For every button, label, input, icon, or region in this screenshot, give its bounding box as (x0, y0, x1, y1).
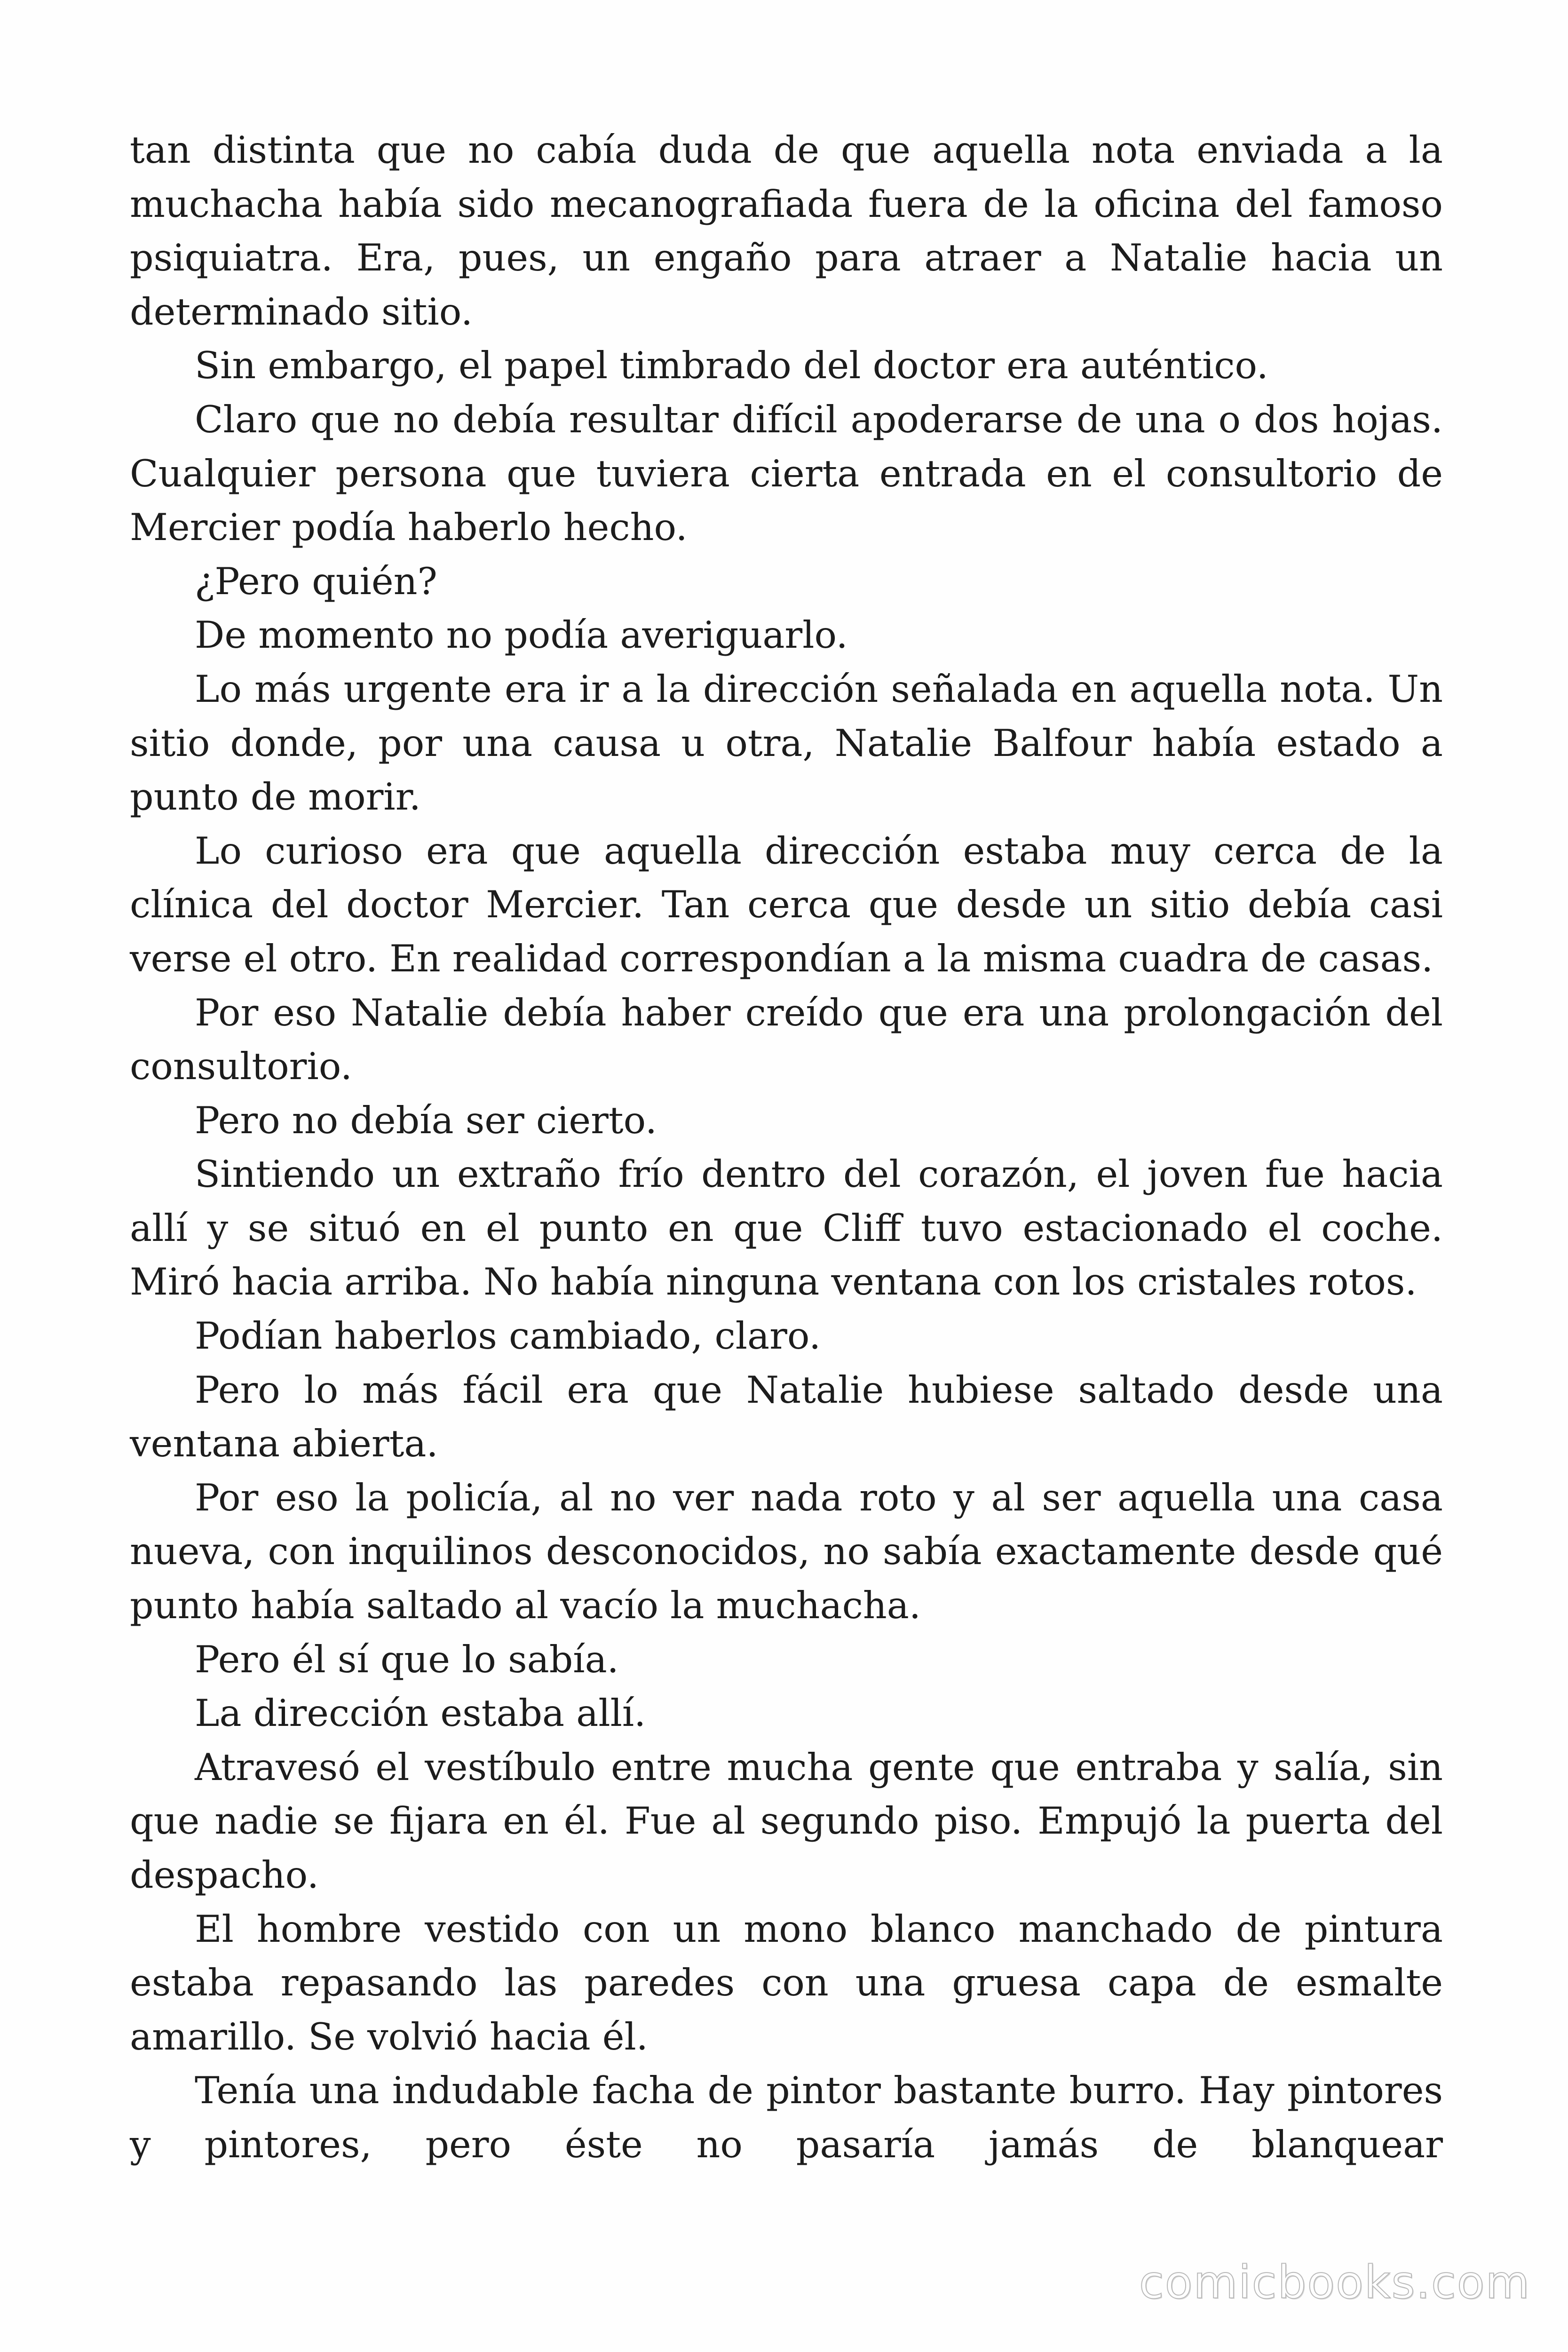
paragraph-continued: tan distinta que no cabía duda de que aquella nota enviada a la muchacha había sido mecanografiada fuera de la oficina del famoso psiquiatra. Era, pues, un engaño para atraer a Natalie hacia un determinado sitio. (130, 128, 1443, 334)
paragraph-continues: Tenía una indudable facha de pintor bastante burro. Hay pintores y pintores, pero éste no pasaría jamás de blanquear (130, 2069, 1443, 2166)
paragraph: Pero lo más fácil era que Natalie hubiese saltado desde una ventana abierta. (130, 1368, 1443, 1466)
watermark: comicbooks.com (1139, 2256, 1530, 2309)
paragraph: Atravesó el vestíbulo entre mucha gente que entraba y salía, sin que nadie se fijara en él. Fue al segundo piso. Empujó la puerta del despacho. (130, 1745, 1443, 1897)
paragraph: Claro que no debía resultar difícil apoderarse de una o dos hojas. Cualquier persona que tuviera cierta entrada en el consultorio de Mercier podía haberlo hecho. (130, 397, 1443, 549)
paragraph: De momento no podía averiguarlo. (195, 613, 848, 657)
paragraph: Por eso la policía, al no ver nada roto y al ser aquella una casa nueva, con inquilinos desconocidos, no sabía exactamente desde qué punto había saltado al vacío la muchacha. (130, 1476, 1443, 1628)
paragraph: El hombre vestido con un mono blanco manchado de pintura estaba repasando las paredes con una gruesa capa de esmalte amarillo. Se volvió hacia él. (130, 1907, 1443, 2058)
paragraph: Lo más urgente era ir a la dirección señalada en aquella nota. Un sitio donde, por una causa u otra, Natalie Balfour había estado a punto de morir. (130, 667, 1443, 819)
paragraph: ¿Pero quién? (195, 559, 437, 603)
paragraph: Lo curioso era que aquella dirección estaba muy cerca de la clínica del doctor Mercier. Tan cerca que desde un sitio debía casi verse el otro. En realidad correspondían a la misma cuadra de casas. (130, 829, 1443, 980)
paragraph: Por eso Natalie debía haber creído que era una prolongación del consultorio. (130, 991, 1443, 1089)
paragraph: Podían haberlos cambiado, claro. (195, 1314, 821, 1358)
paragraph: Pero él sí que lo sabía. (195, 1637, 619, 1681)
paragraph: Pero no debía ser cierto. (195, 1098, 657, 1142)
paragraph: La dirección estaba allí. (195, 1692, 646, 1735)
paragraph: Sin embargo, el papel timbrado del doctor era auténtico. (195, 344, 1268, 388)
body-text (130, 123, 1443, 2172)
paragraph: Sintiendo un extraño frío dentro del corazón, el joven fue hacia allí y se situó en el punto en que Cliff tuvo estacionado el coche. Miró hacia arriba. No había ninguna ventana con los cristales rotos. (130, 1152, 1443, 1304)
